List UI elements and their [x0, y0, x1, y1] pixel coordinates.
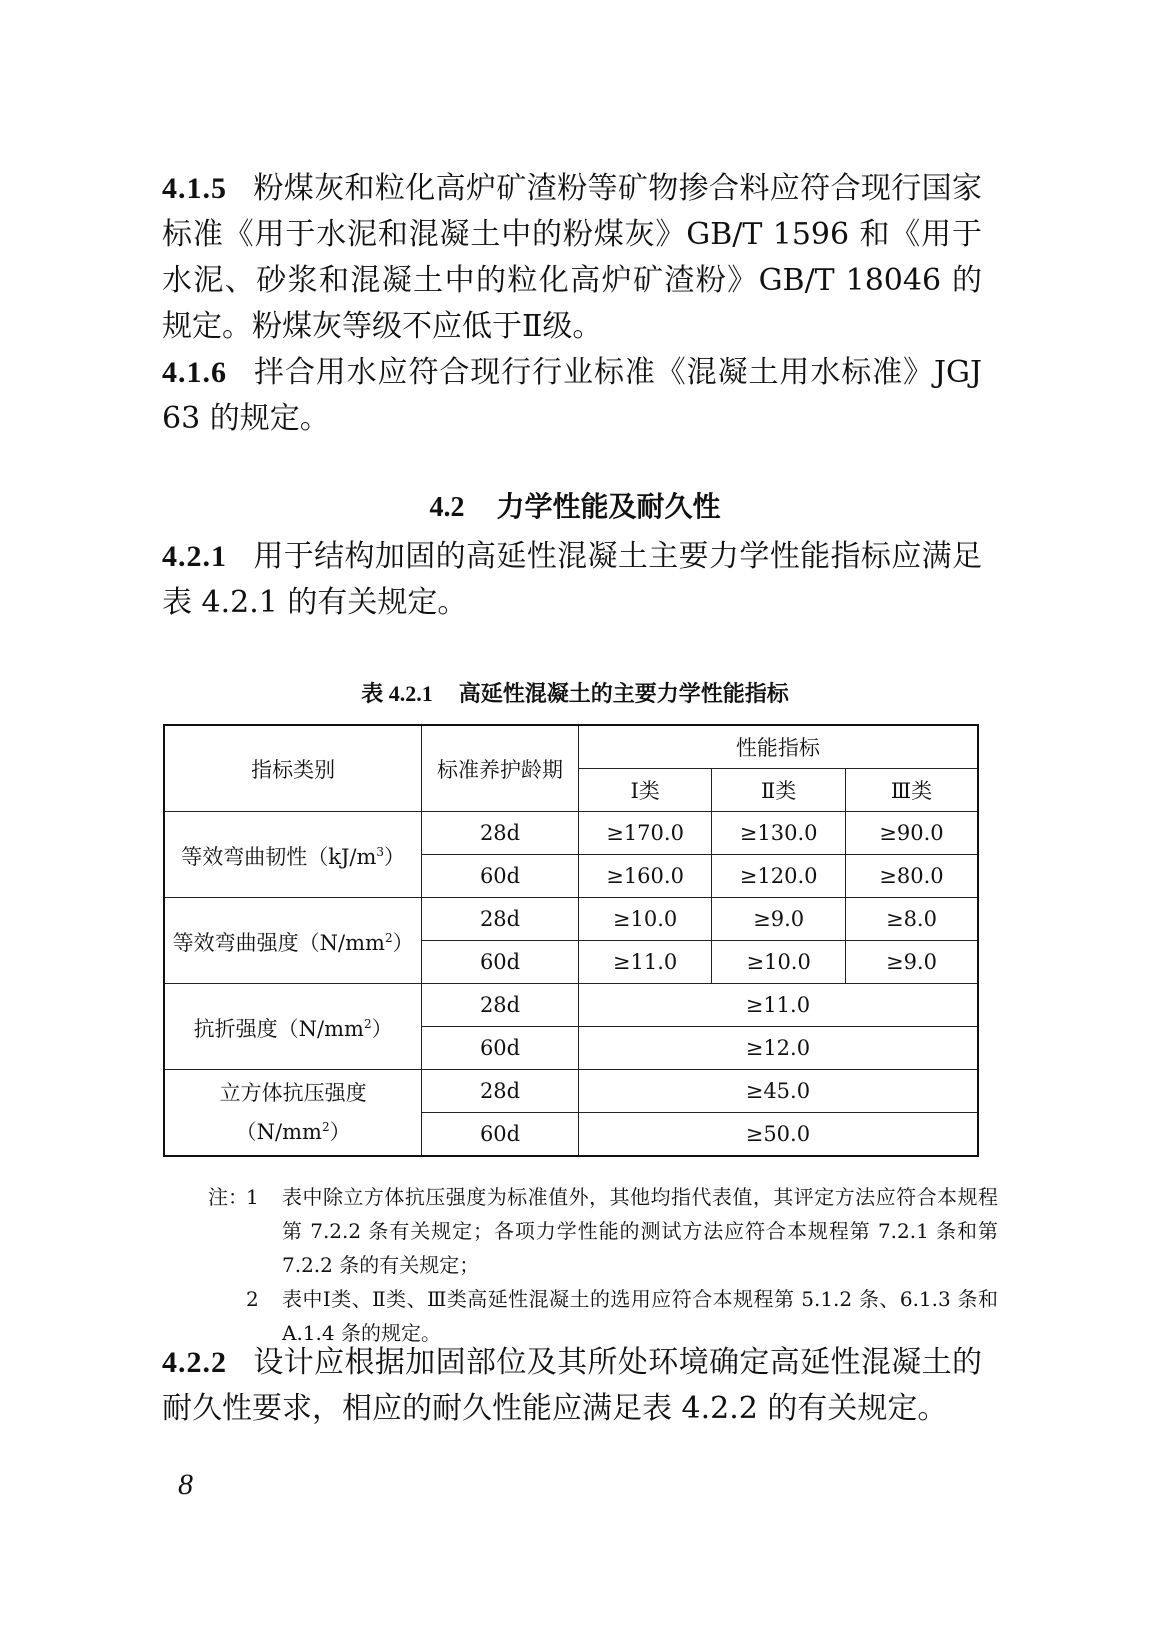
- header-class-2: Ⅱ类: [712, 769, 846, 812]
- value-cell: ≥11.0: [578, 941, 712, 984]
- clause-4-2-2: [162, 1340, 982, 1432]
- clause-number: 4.1.5: [162, 172, 227, 205]
- header-curing-age: 标准养护龄期: [422, 725, 579, 812]
- value-cell: ≥170.0: [578, 812, 712, 855]
- table-notes: [208, 1180, 998, 1350]
- value-cell: ≥160.0: [578, 855, 712, 898]
- note-item: [208, 1180, 998, 1282]
- value-cell: ≥8.0: [845, 898, 978, 941]
- section-title-text: 力学性能及耐久性: [496, 490, 721, 523]
- table-row: [164, 1070, 978, 1113]
- header-category: 指标类别: [164, 725, 422, 812]
- table-caption: [0, 678, 1150, 711]
- age-cell: 60d: [422, 1027, 579, 1070]
- age-cell: 28d: [422, 984, 579, 1027]
- table-row: [164, 898, 978, 941]
- age-cell: 28d: [422, 1070, 579, 1113]
- row-label-flexural-strength: 抗折强度$(N/mm^2)$: [164, 984, 422, 1070]
- row-label-cube-compressive: 立方体抗压强度 $(N/mm^2)$: [164, 1070, 422, 1157]
- mechanical-properties-table: [163, 724, 979, 1157]
- age-cell: 60d: [422, 855, 579, 898]
- header-performance: 性能指标: [578, 725, 978, 769]
- clause-4-1-5: [162, 166, 982, 350]
- value-cell: ≥80.0: [845, 855, 978, 898]
- row-label-bending-strength: 等效弯曲强度$(N/mm^2)$: [164, 898, 422, 984]
- clause-4-1-6: [162, 350, 982, 442]
- value-cell: ≥10.0: [578, 898, 712, 941]
- value-cell: ≥90.0: [845, 812, 978, 855]
- value-cell: ≥50.0: [578, 1113, 978, 1157]
- clause-text: 粉煤灰和粒化高炉矿渣粉等矿物掺合料应符合现行国家标准《用于水泥和混凝土中的粉煤灰》GB/T 1596 和《用于水泥、砂浆和混凝土中的粒化高炉矿渣粉》GB/T 18046 的规定。粉煤灰等级不应低于Ⅱ级。: [162, 171, 982, 344]
- clause-text: 设计应根据加固部位及其所处环境确定高延性混凝土的耐久性要求，相应的耐久性能应满足表 4.2.2 的有关规定。: [162, 1345, 982, 1426]
- table-title: 高延性混凝土的主要力学性能指标: [458, 682, 789, 707]
- clause-4-2-1: [162, 534, 982, 626]
- table-number: 表 4.2.1: [361, 681, 433, 706]
- value-cell: ≥10.0: [712, 941, 846, 984]
- value-cell: ≥11.0: [578, 984, 978, 1027]
- clause-number: 4.2.2: [162, 1346, 227, 1379]
- clause-text: 拌合用水应符合现行行业标准《混凝土用水标准》JGJ 63 的规定。: [162, 355, 982, 436]
- age-cell: 28d: [422, 812, 579, 855]
- value-cell: ≥120.0: [712, 855, 846, 898]
- value-cell: ≥9.0: [712, 898, 846, 941]
- age-cell: 60d: [422, 941, 579, 984]
- header-class-1: Ⅰ类: [578, 769, 712, 812]
- section-heading: [0, 487, 1150, 528]
- clause-number: 4.2.1: [162, 540, 227, 573]
- value-cell: ≥45.0: [578, 1070, 978, 1113]
- row-label-toughness: 等效弯曲韧性$(kJ/m^3)$: [164, 812, 422, 898]
- note-text: 表中除立方体抗压强度为标准值外，其他均指代表值，其评定方法应符合本规程第 7.2.2 条有关规定；各项力学性能的测试方法应符合本规程第 7.2.1 条和第 7.2.2 条的有关规定；: [282, 1185, 998, 1277]
- table-row: [164, 984, 978, 1027]
- note-index: 1: [246, 1185, 259, 1209]
- header-class-3: Ⅲ类: [845, 769, 978, 812]
- section-number: 4.2: [429, 492, 465, 523]
- value-cell: ≥130.0: [712, 812, 846, 855]
- age-cell: 60d: [422, 1113, 579, 1157]
- value-cell: ≥9.0: [845, 941, 978, 984]
- value-cell: ≥12.0: [578, 1027, 978, 1070]
- note-prefix: 注：: [208, 1185, 248, 1209]
- table-header-row: [164, 725, 978, 769]
- age-cell: 28d: [422, 898, 579, 941]
- note-index: 2: [246, 1287, 259, 1311]
- note-text: 表中Ⅰ类、Ⅱ类、Ⅲ类高延性混凝土的选用应符合本规程第 5.1.2 条、6.1.3 条和 A.1.4 条的规定。: [282, 1287, 998, 1345]
- table-row: [164, 812, 978, 855]
- page-number: 8: [178, 1468, 193, 1501]
- clause-number: 4.1.6: [162, 356, 227, 389]
- clause-text: 用于结构加固的高延性混凝土主要力学性能指标应满足表 4.2.1 的有关规定。: [162, 539, 982, 620]
